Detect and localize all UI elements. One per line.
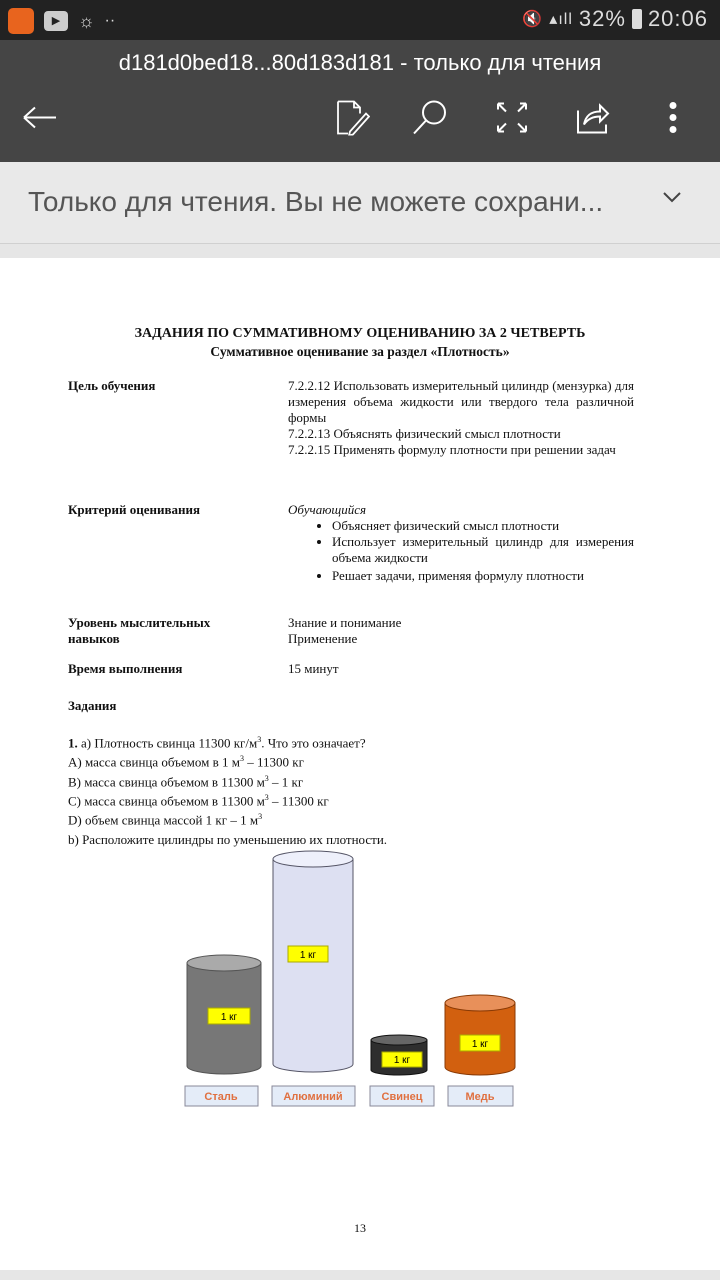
cylinder-lead — [371, 1035, 427, 1075]
question-1b: b) Расположите цилиндры по уменьшению их плотности. — [68, 832, 388, 847]
clock: 20:06 — [647, 6, 708, 31]
question-number: 1. — [68, 735, 78, 751]
tasks-label: Задания — [68, 698, 117, 713]
skills-label: Уровень мыслительных навыков — [68, 615, 211, 646]
criteria-label: Критерий оценивания — [68, 502, 201, 517]
mass-label: 1 кг — [471, 1039, 489, 1050]
answer-option-b: В) масса свинца объемом в 11300 $м^3 - 1$ кг — [68, 773, 304, 789]
criteria-item: • Решает задачи, применяя формулу плотности — [332, 568, 634, 584]
read-only-message: Только для чтения. Вы не можете сохрани... — [28, 186, 604, 217]
search-icon[interactable] — [412, 100, 448, 141]
answer-option-c: С) масса свинца объемом в 11300 $м^3 - 11300$ кг — [68, 792, 329, 809]
criteria-intro: Обучающийся — [288, 502, 367, 517]
edit-document-icon[interactable] — [336, 100, 370, 141]
page-number: 13 — [354, 1221, 366, 1235]
document-page — [0, 258, 720, 1270]
cylinders-figure — [180, 850, 530, 1120]
document-heading: ЗАДАНИЯ ПО СУММАТИВНОМУ ОЦЕНИВАНИЮ ЗА 2 ЧЕТВЕРТЬ — [134, 326, 586, 341]
goal-item: 7.2.2.15 Применять формулу плотности при решении задач — [288, 442, 616, 457]
cylinder-copper — [445, 995, 515, 1075]
read-only-banner[interactable] — [0, 162, 720, 244]
youtube-icon: ▶ — [44, 11, 68, 31]
app-notification-icon — [8, 8, 34, 34]
time-label: Время выполнения — [68, 661, 183, 676]
share-icon[interactable] — [576, 101, 610, 140]
label-lead: Свинец — [381, 1091, 423, 1103]
mass-label: 1 кг — [220, 1012, 238, 1023]
more-options-icon[interactable] — [668, 102, 678, 139]
material-labels — [185, 1086, 513, 1106]
answer-option-a: А) масса свинца объемом в 1 $м^3 - 11300$ кг — [68, 754, 304, 770]
question-1a — [68, 732, 366, 829]
cylinder-steel — [187, 955, 261, 1074]
label-copper: Медь — [465, 1091, 495, 1103]
skills-values — [288, 615, 401, 647]
criteria-item: • Использует измерительный цилиндр для измерения объема жидкости — [332, 534, 634, 566]
chevron-down-icon[interactable] — [662, 190, 682, 209]
goal-item: 7.2.2.12 Использовать измерительный цилиндр (мензурка) для измерения объема жидкости или твердого тела различной формы — [288, 378, 634, 425]
time-value: 15 минут — [288, 661, 339, 676]
superscript: 3 — [257, 735, 262, 744]
battery-level: 32% — [578, 6, 626, 31]
question-text: а) Плотность свинца 11300 кг/м — [81, 735, 258, 751]
criteria-block — [288, 502, 634, 584]
mass-label: 1 кг — [393, 1055, 411, 1066]
criteria-item: • Объясняет физический смысл плотности — [332, 518, 634, 534]
cylinder-aluminum — [273, 851, 353, 1072]
document-subheading: Суммативное оценивание за раздел «Плотность» — [210, 344, 510, 359]
answer-option-d: D) объем свинца массой 1 кг – 1 $м^3$ — [68, 812, 263, 828]
skills-value: Применение — [288, 631, 358, 646]
app-bar — [0, 40, 720, 162]
fullscreen-icon[interactable] — [496, 102, 528, 139]
weather-icon: ☼ — [78, 10, 95, 31]
question-text-end: . Что это означает? — [261, 735, 366, 751]
more-notifications-icon: ·· — [104, 12, 116, 29]
mass-label: 1 кг — [299, 950, 317, 961]
document-title: d181d0bed18...80d183d181 - только для чтения — [118, 50, 602, 75]
goal-list — [288, 378, 634, 458]
label-steel: Сталь — [204, 1091, 238, 1103]
back-arrow-icon[interactable] — [22, 106, 58, 135]
battery-icon — [632, 9, 642, 29]
skills-value: Знание и понимание — [288, 615, 402, 630]
wifi-signal-icon: ▴ıll — [549, 11, 573, 28]
status-bar — [0, 0, 720, 40]
mute-icon: 🔇 — [522, 11, 544, 28]
goal-label: Цель обучения — [68, 378, 156, 393]
goal-item: 7.2.2.13 Объяснять физический смысл плотности — [288, 426, 561, 441]
label-aluminum: Алюминий — [283, 1091, 343, 1103]
